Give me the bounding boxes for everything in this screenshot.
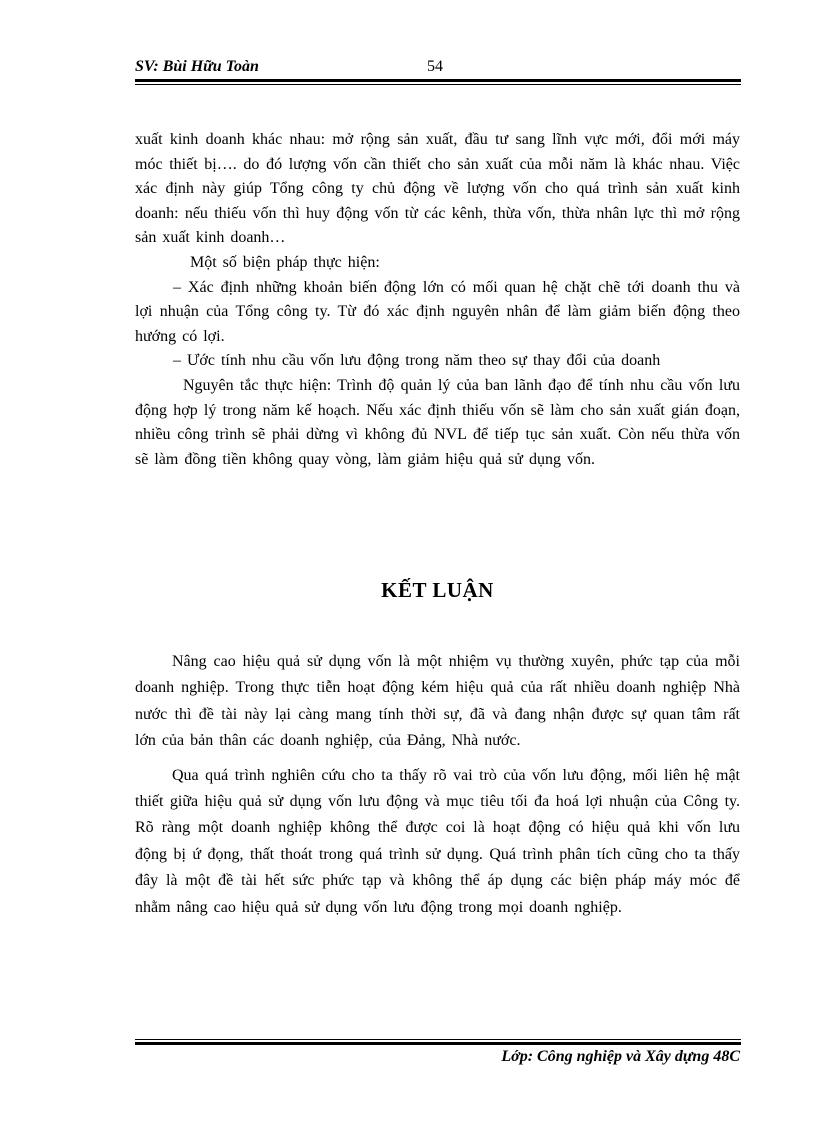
body-text <box>135 128 740 472</box>
paragraph-3: – Xác định những khoản biến động lớn có mối quan hệ chặt chẽ tới doanh thu và lợi nhuận của Tổng công ty. Từ đó xác định nguyên nhân để làm giảm biến động theo hướng có lợi. <box>135 278 740 345</box>
paragraph-5: Nguyên tắc thực hiện: Trình độ quản lý của ban lãnh đạo để tính nhu cầu vốn lưu động hợp lý trong năm kế hoạch. Nếu xác định thiếu vốn sẽ làm cho sản xuất gián đoạn, nhiều công trình sẽ phải dừng vì không đủ NVL để tiếp tục sản xuất. Còn nếu thừa vốn sẽ làm đồng tiền không quay vòng, làm giảm hiệu quả sử dụng vốn. <box>135 376 740 468</box>
header-rule-thin <box>135 84 741 85</box>
conclusion-title: KẾT LUẬN <box>381 578 494 602</box>
paragraph-1: xuất kinh doanh khác nhau: mở rộng sản xuất, đầu tư sang lĩnh vực mới, đổi mới máy móc thiết bị…. do đó lượng vốn cần thiết cho sản xuất của mỗi năm là khác nhau. Việc xác định này giúp Tổng công ty chủ động về lượng vốn cho quá trình sản xuất kinh doanh: nếu thiếu vốn thì huy động vốn từ các kênh, thừa vốn, thừa nhân lực thì mở rộng sản xuất kinh doanh… <box>135 131 740 247</box>
footer-rule-thick <box>135 1042 741 1045</box>
footer-rule-thin <box>135 1039 741 1040</box>
paragraph-4: – Ước tính nhu cầu vốn lưu động trong năm theo sự thay đổi của doanh <box>173 352 661 370</box>
header-author: SV: Bùi Hữu Toàn <box>135 58 259 75</box>
page-number: 54 <box>427 58 443 75</box>
header-rule-thick <box>135 79 741 82</box>
conclusion-paragraph-1: Nâng cao hiệu quả sử dụng vốn là một nhiệm vụ thường xuyên, phức tạp của mỗi doanh nghiệp. Trong thực tiễn hoạt động kém hiệu quả của rất nhiều doanh nghiệp Nhà nước thì đề tài này lại càng mang tính thời sự, đã và đang nhận được sự quan tâm rất lớn của bản thân các doanh nghiệp, của Đảng, Nhà nước. <box>135 653 740 750</box>
conclusion-section <box>135 649 740 921</box>
footer-class-label: Lớp: Công nghiệp và Xây dựng 48C <box>501 1048 740 1065</box>
page-header <box>135 56 741 80</box>
conclusion-paragraph-2: Qua quá trình nghiên cứu cho ta thấy rõ vai trò của vốn lưu động, mối liên hệ mật thiết giữa hiệu quả sử dụng vốn lưu động và mục tiêu tối đa hoá lợi nhuận của Công ty. Rõ ràng một doanh nghiệp không thể được coi là hoạt động có hiệu quả khi vốn lưu động bị ứ đọng, thất thoát trong quá trình sử dụng. Quá trình phân tích cũng cho ta thấy đây là một đề tài hết sức phức tạp và không thể áp dụng các biện pháp máy móc để nhằm nâng cao hiệu quả sử dụng vốn lưu động trong mọi doanh nghiệp. <box>135 766 740 916</box>
paragraph-2: Một số biện pháp thực hiện: <box>190 253 380 271</box>
